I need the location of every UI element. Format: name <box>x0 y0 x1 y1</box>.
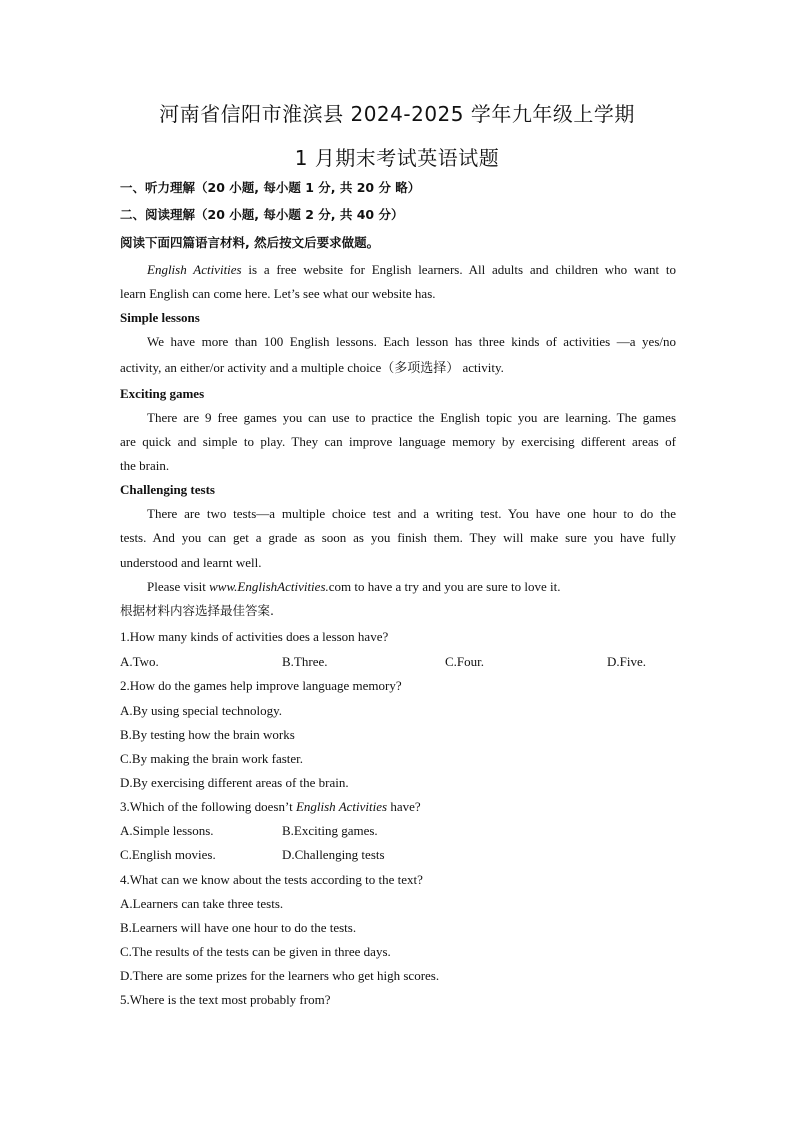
p1-line1: We have more than 100 English lessons. Each lesson has three kinds of activities —a yes/no <box>147 334 676 349</box>
q1-option-a: A.Two. <box>120 654 159 669</box>
task-instruction: 根据材料内容选择最佳答案. <box>120 603 274 618</box>
reading-instruction: 阅读下面四篇语言材料, 然后按文后要求做题。 <box>120 235 380 250</box>
q4-option-d: D.There are some prizes for the learners who get high scores. <box>120 968 440 983</box>
heading-exciting-games: Exciting games <box>120 386 205 401</box>
p1-line2: activity, an either/or activity and a multiple choice（多项选择） activity. <box>120 360 504 375</box>
q3-stem <box>120 799 676 815</box>
exam-title-line2: 1 月期末考试英语试题 <box>294 146 500 170</box>
visit-line <box>147 579 676 595</box>
q4-option-c: C.The results of the tests can be given in three days. <box>120 944 391 959</box>
visit-post: com to have a try and you are sure to love it. <box>328 579 561 594</box>
q3-option-a: A.Simple lessons. <box>120 823 214 838</box>
section-reading: 二、阅读理解（20 小题, 每小题 2 分, 共 40 分） <box>120 207 404 222</box>
q1-option-b: B.Three. <box>282 654 328 669</box>
p2-line3: the brain. <box>120 458 170 473</box>
q3-option-b: B.Exciting games. <box>282 823 378 838</box>
p3-line1: There are two tests—a multiple choice test and a writing test. You have one hour to do the <box>147 506 676 521</box>
q1-option-c: C.Four. <box>445 654 485 669</box>
q4-stem: 4.What can we know about the tests according to the text? <box>120 872 423 887</box>
q2-option-a: A.By using special technology. <box>120 703 282 718</box>
website-url: www.EnglishActivities. <box>209 579 329 594</box>
q3-option-c: C.English movies. <box>120 847 216 862</box>
q1-stem: 1.How many kinds of activities does a lesson have? <box>120 629 389 644</box>
intro-text: is a free website for English learners. All adults and children who want to <box>241 262 677 277</box>
exam-title-line1: 河南省信阳市淮滨县 2024-2025 学年九年级上学期 <box>159 102 635 126</box>
heading-simple-lessons: Simple lessons <box>120 310 200 325</box>
q4-option-b: B.Learners will have one hour to do the tests. <box>120 920 357 935</box>
q2-stem: 2.How do the games help improve language memory? <box>120 678 402 693</box>
p3-line3: understood and learnt well. <box>120 555 262 570</box>
site-name: English Activities <box>147 262 242 277</box>
q2-option-c: C.By making the brain work faster. <box>120 751 304 766</box>
q1-option-d: D.Five. <box>607 654 646 669</box>
q2-option-b: B.By testing how the brain works <box>120 727 295 742</box>
q3-stem-pre: 3.Which of the following doesn’t <box>120 799 296 814</box>
passage-intro-line1 <box>147 262 676 278</box>
q3-stem-post: have? <box>387 799 421 814</box>
q3-site-name: English Activities <box>295 799 388 814</box>
section-listening: 一、听力理解（20 小题, 每小题 1 分, 共 20 分 略） <box>120 180 421 195</box>
p2-line1: There are 9 free games you can use to practice the English topic you are learning. The games <box>147 410 676 425</box>
q3-option-d: D.Challenging tests <box>282 847 385 862</box>
q4-option-a: A.Learners can take three tests. <box>120 896 284 911</box>
q5-stem: 5.Where is the text most probably from? <box>120 992 331 1007</box>
visit-pre: Please visit <box>147 579 210 594</box>
p2-line2: are quick and simple to play. They can improve language memory by exercising different areas of <box>120 434 676 449</box>
p3-line2: tests. And you can get a grade as soon as you finish them. They will make sure you have fully <box>120 530 676 545</box>
q2-option-d: D.By exercising different areas of the brain. <box>120 775 349 790</box>
heading-challenging-tests: Challenging tests <box>120 482 215 497</box>
passage-intro-line2: learn English can come here. Let’s see what our website has. <box>120 286 436 301</box>
